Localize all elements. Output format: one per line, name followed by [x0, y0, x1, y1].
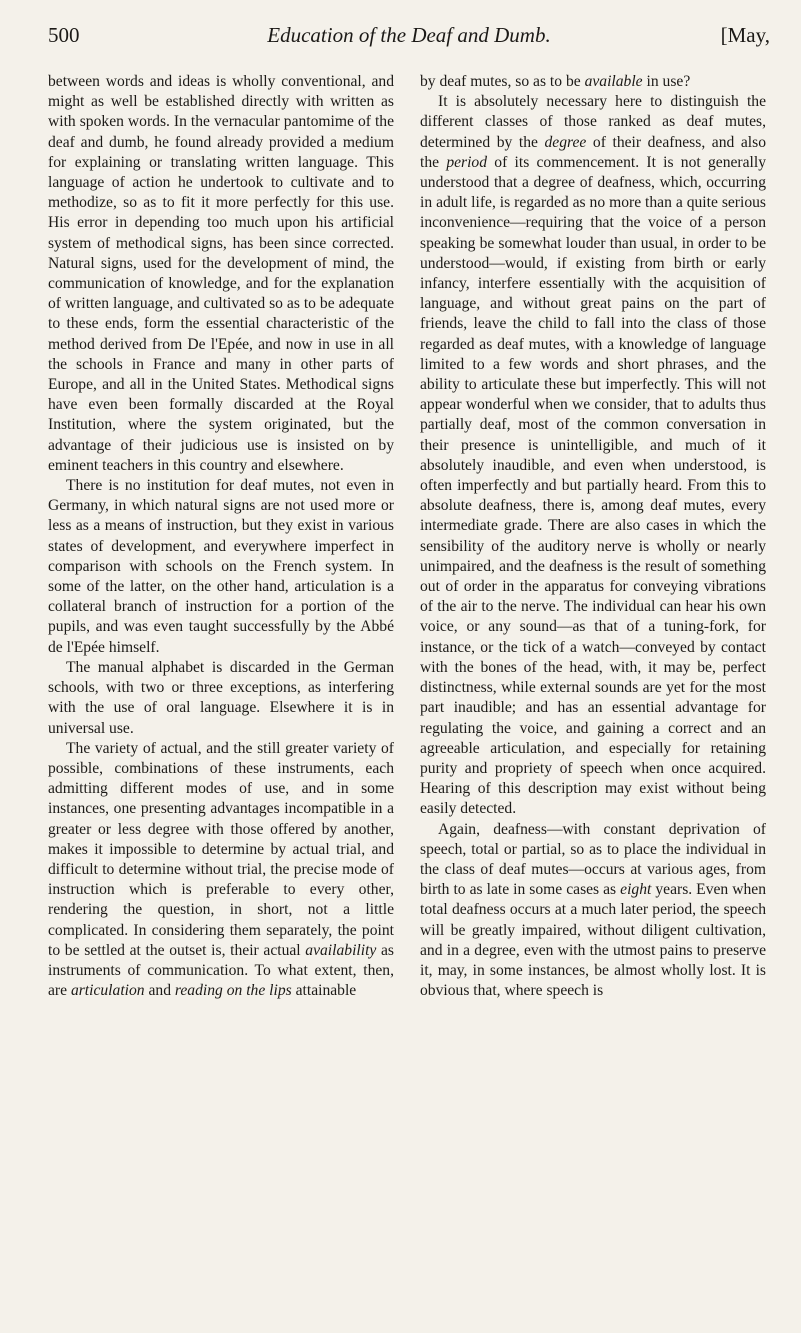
paragraph	[48, 658, 394, 739]
paragraph	[48, 476, 394, 658]
text-run: between words and ideas is wholly conventional, and might as well be established directly with written as with spoken words. In the vernacular pantomime of the deaf and dumb, he found already provided a medium for explaining or translating written language. This language of action he undertook to cultivate and to methodize, so as to fit it more perfectly for this use. His error in depending too much upon his artificial system of methodical signs, has been since corrected. Natural signs, used for the development of mind, the communication of knowledge, and for the explanation of written language, and cultivated so as to be adequate to these ends, form the essential characteristic of the method derived from De l'Epée, and now in use in all the schools in France and many in other parts of Europe, and all in the United States. Methodical signs have even been formally discarded at the Royal Institution, where the system originated, but the advantage of their judicious use is insisted on by eminent teachers in this country and elsewhere.	[48, 73, 394, 474]
paragraph	[48, 739, 394, 1002]
running-title: Education of the Deaf and Dumb.	[267, 23, 551, 47]
text-run: It is absolutely necessary here to distinguish the different classes of those ranked as deaf mutes, determined by the	[420, 93, 766, 151]
italic-text: articulation	[70, 982, 145, 1000]
text-run: years. Even when total deafness occurs at a much later period, the speech will be greatly impaired, without diligent cultivation, and in a degree, even with the utmost pains to preserve it, may, in some instances, be almost wholly lost. It is obvious that, where speech is	[420, 881, 767, 1000]
text-run: in use?	[642, 73, 691, 90]
text-run: The manual alphabet is discarded in the German schools, with two or three exceptions, as interfering with the use of oral language. Elsewhere it is in universal use.	[48, 658, 394, 737]
text-run: Again, deafness—with constant deprivation of speech, total or partial, so as to place the individual in the class of deaf mutes—occurs at various ages, from birth to as late in some cases as	[420, 820, 766, 899]
italic-text: reading on the lips	[174, 982, 292, 1000]
paragraph	[420, 820, 766, 1002]
italic-text: availability	[305, 941, 377, 959]
italic-text: period	[446, 153, 488, 171]
right-column	[420, 72, 766, 1001]
paragraph	[48, 72, 394, 476]
text-run: There is no institution for deaf mutes, not even in Germany, in which natural signs are not used more or less as a means of instruction, but they exist in various states of development, and everywhere imperfect in comparison with schools on the French system. In some of the latter, on the other hand, articulation is a collateral branch of instruction for a portion of the pupils, and was even taught successfully by the Abbé de l'Epée himself.	[48, 477, 394, 656]
text-run: of its commencement. It is not generally understood that a degree of deafness, which, occurring in adult life, is regarded as no more than a quite serious inconvenience—requiring that the voice of a person speaking be somewhat louder than usual, in order to be understood—would, if existing from birth or early infancy, interfere essentially with the acquisition of language, and without great pains on the part of friends, leave the child to fall into the class of those regarded as deaf mutes, with a knowledge of language limited to a few words and short phrases, and the ability to articulate these but imperfectly. This will not appear wonderful when we consider, that to adults thus partially deaf, most of the common conversation in their presence is unintelligible, and much of it absolutely inaudible, and even when understood, is often imperfectly and but partially heard. From this to absolute deafness, there is, among deaf mutes, every intermediate grade. There are also cases in which the sensibility of the auditory nerve is wholly or nearly unimpaired, and the deafness is the result of something out of order in the apparatus for conveying vibrations of the air to the nerve. The individual can hear his own voice, or any sound—as that of a tuning-fork, for instance, or the tick of a watch—conveyed by contact with the bones of the head, with, it may be, perfect distinctness, while external sounds are yet for the most part inaudible; and has an essential advantage for regulating the voice, and gaining a correct and an agreeable articulation, and especially for retaining purity and propriety of speech when once acquired. Hearing of this description may exist without being easily detected.	[420, 153, 766, 818]
text-run: attainable	[291, 982, 357, 1000]
paragraph	[420, 92, 766, 819]
text-run: by deaf mutes, so as to be	[420, 73, 585, 90]
text-run: of their deafness, and also the	[420, 133, 766, 171]
paragraph	[420, 72, 766, 92]
left-column	[48, 72, 394, 1001]
italic-text: eight	[620, 881, 652, 899]
text-run: as instruments of communication. To what extent, then, are	[48, 941, 394, 1000]
text-run: The variety of actual, and the still greater variety of possible, combinations of these instruments, each admitting different modes of use, and in some instances, one presenting advantages incompatible in a greater or less degree with those offered by another, makes it impossible to determine by actual trial, and difficult to determine without trial, the precise mode of instruction which is preferable to every other, rendering the question, in short, not a little complicated. In considering them separately, the point to be settled at the outset is, their actual	[48, 739, 394, 959]
issue-marker: [May,	[720, 23, 770, 47]
italic-text: degree	[544, 133, 587, 151]
page-header	[48, 18, 770, 52]
text-run: and	[144, 982, 175, 1000]
italic-text: available	[584, 73, 643, 90]
page-number: 500	[48, 23, 80, 47]
